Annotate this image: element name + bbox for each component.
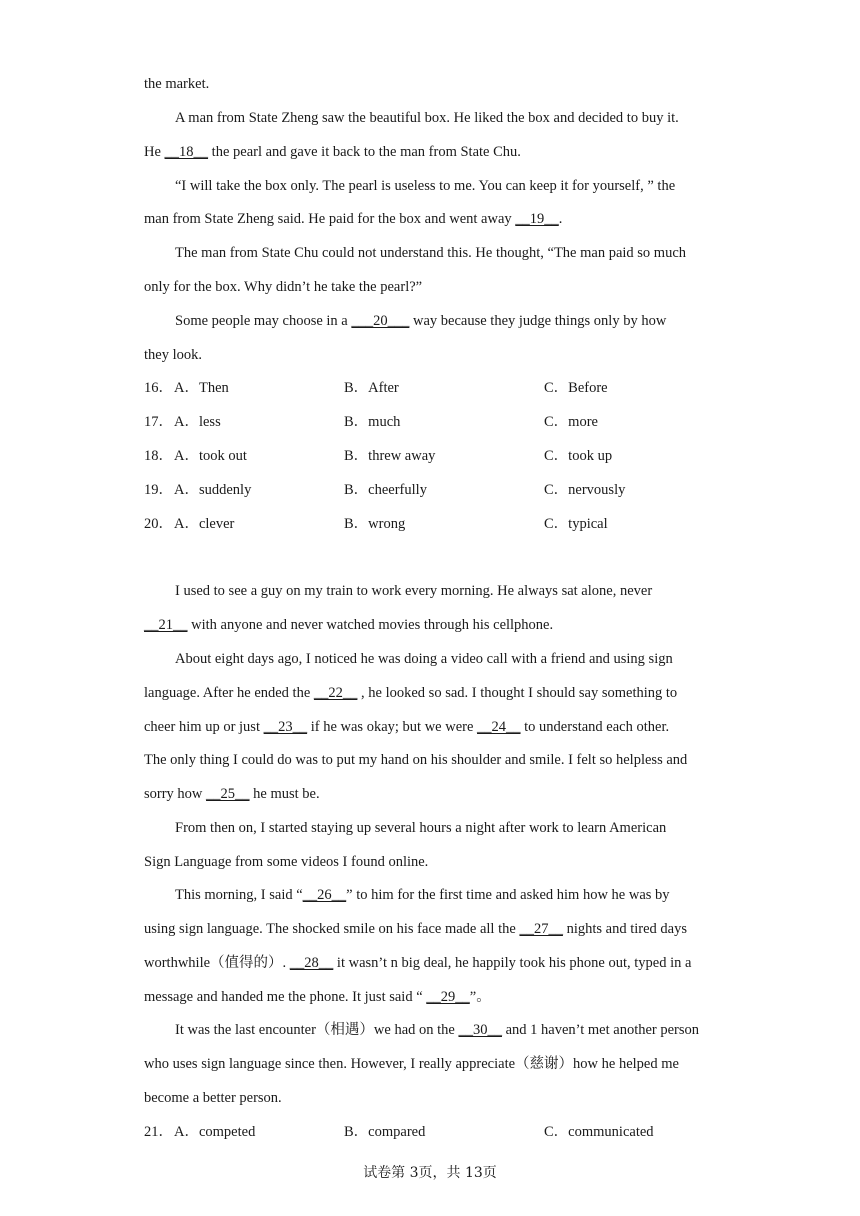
option-a[interactable]: A．suddenly [174, 482, 252, 498]
passage-line: sorry how __25__ he must be. [144, 786, 320, 802]
option-b[interactable]: B．After [344, 380, 399, 396]
passage-line: using sign language. The shocked smile on his face made all the __27__ nights and tired days [144, 921, 687, 937]
passage-line: cheer him up or just __23__ if he was okay; but we were __24__ to understand each other. [144, 719, 670, 735]
blank-27: __27__ [519, 921, 563, 937]
passage-line: __21__ with anyone and never watched movies through his cellphone. [144, 617, 554, 633]
blank-18: __18__ [164, 144, 209, 160]
option-c[interactable]: C．typical [544, 516, 608, 532]
option-c[interactable]: C．Before [544, 380, 608, 396]
passage-line: It was the last encounter（相遇）we had on the __30__ and 1 haven’t met another person [175, 1022, 700, 1038]
passage-line: I used to see a guy on my train to work every morning. He always sat alone, never [175, 583, 653, 599]
passage-line: they look. [144, 347, 202, 363]
blank-19: __19__ [515, 211, 559, 227]
option-b[interactable]: B．cheerfully [344, 482, 427, 498]
blank-20: ___20___ [351, 313, 410, 329]
passage-line: worthwhile（值得的）. __28__ it wasn’t n big deal, he happily took his phone out, typed in a [144, 955, 692, 971]
passage-line: The only thing I could do was to put my hand on his shoulder and smile. I felt so helpless and [144, 752, 688, 768]
blank-25: __25__ [206, 786, 250, 802]
option-b[interactable]: B．threw away [344, 448, 436, 464]
option-c[interactable]: C．nervously [544, 482, 626, 498]
passage-line: Some people may choose in a ___20___ way because they judge things only by how [175, 313, 667, 329]
passage-line: become a better person. [144, 1090, 282, 1106]
passage-line: message and handed me the phone. It just said “ __29__”。 [144, 989, 491, 1005]
passage-line: only for the box. Why didn’t he take the pearl?” [144, 279, 423, 295]
option-c[interactable]: C．took up [544, 448, 613, 464]
blank-29: __29__ [426, 989, 470, 1005]
blank-30: __30__ [458, 1022, 502, 1038]
option-c[interactable]: C．more [544, 414, 598, 430]
question-number: 21． [144, 1124, 173, 1140]
option-a[interactable]: A．took out [174, 448, 247, 464]
passage-line: who uses sign language since then. However, I really appreciate（慈谢）how he helped me [144, 1056, 679, 1072]
question-number: 16． [144, 380, 173, 396]
passage-line: Sign Language from some videos I found online. [144, 854, 429, 870]
passage-line: language. After he ended the __22__ , he looked so sad. I thought I should say something to [144, 685, 678, 701]
passage-line: man from State Zheng said. He paid for the box and went away __19__. [144, 211, 563, 227]
question-number: 20． [144, 516, 173, 532]
blank-21: __21__ [144, 617, 188, 633]
page-footer: 试卷第 3页，共 13页 [363, 1165, 497, 1181]
passage-line: This morning, I said “__26__” to him for the first time and asked him how he was by [175, 887, 670, 903]
blank-26: __26__ [302, 887, 347, 903]
option-b[interactable]: B．much [344, 414, 401, 430]
option-a[interactable]: A．clever [174, 516, 235, 532]
option-b[interactable]: B．wrong [344, 516, 406, 532]
blank-23: __23__ [263, 719, 308, 735]
question-number: 18． [144, 448, 173, 464]
passage-line: From then on, I started staying up several hours a night after work to learn American [175, 820, 667, 836]
passage-line: He __18__ the pearl and gave it back to the man from State Chu. [144, 144, 521, 160]
blank-24: __24__ [477, 719, 521, 735]
blank-28: __28__ [289, 955, 334, 971]
question-number: 19． [144, 482, 173, 498]
blank-22: __22__ [313, 685, 358, 701]
passage-line: A man from State Zheng saw the beautiful box. He liked the box and decided to buy it. [175, 110, 679, 126]
passage-line: The man from State Chu could not understand this. He thought, “The man paid so much [175, 245, 687, 261]
option-a[interactable]: A．Then [174, 380, 229, 396]
option-a[interactable]: A．less [174, 414, 221, 430]
option-b[interactable]: B．compared [344, 1124, 426, 1140]
option-c[interactable]: C．communicated [544, 1124, 654, 1140]
question-number: 17． [144, 414, 173, 430]
passage-line: “I will take the box only. The pearl is useless to me. You can keep it for yourself, ” the [175, 178, 676, 194]
passage-line: the market. [144, 76, 210, 92]
option-a[interactable]: A．competed [174, 1124, 256, 1140]
passage-line: About eight days ago, I noticed he was doing a video call with a friend and using sign [175, 651, 673, 667]
